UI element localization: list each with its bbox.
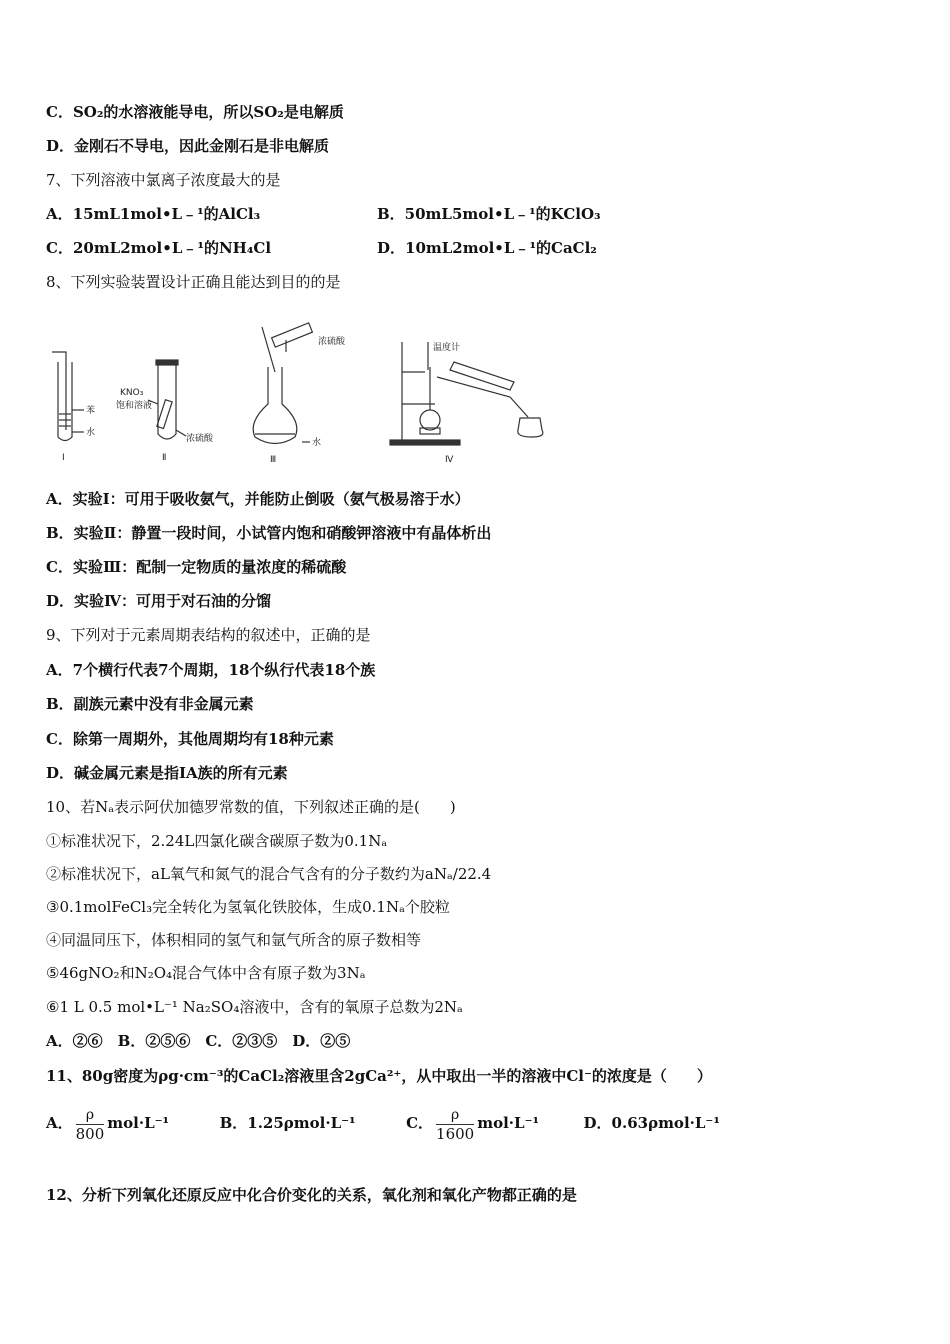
apparatus-i <box>52 352 84 441</box>
apparatus-iv <box>390 342 543 445</box>
q8-option-a: A．实验Ⅰ：可用于吸收氨气，并能防止倒吸（氨气极易溶于水） <box>46 490 470 508</box>
q11-option-d: D．0.63ρmol·L⁻¹ <box>583 1114 720 1132</box>
q11-option-a-numerator: ρ <box>76 1106 105 1125</box>
q6-option-d: D．金刚石不导电，因此金刚石是非电解质 <box>46 137 330 155</box>
q11-option-a-fraction <box>76 1106 105 1143</box>
q10-statement-5: ⑤46gNO₂和N₂O₄混合气体中含有原子数为3Nₐ <box>46 964 366 982</box>
q9-option-b: B．副族元素中没有非金属元素 <box>46 695 254 713</box>
apparatus-ii <box>148 360 186 439</box>
q9-option-c: C．除第一周期外，其他周期均有18种元素 <box>46 730 334 748</box>
q7-stem: 7、下列溶液中氯离子浓度最大的是 <box>46 171 281 189</box>
label-water-1: 水 <box>86 428 96 438</box>
q11-option-c-label: C． <box>406 1114 434 1132</box>
label-benzene: 苯 <box>86 406 96 416</box>
q7-option-d: D．10mL2mol•L﹣¹的CaCl₂ <box>377 239 597 257</box>
q10-statement-2: ②标准状况下，aL氧气和氮气的混合气含有的分子数约为aNₐ/22.4 <box>46 865 492 883</box>
q11-option-b: B．1.25ρmol·L⁻¹ <box>219 1114 356 1132</box>
q11-option-a-denominator: 800 <box>75 1124 105 1143</box>
q11-option-c-unit: mol·L⁻¹ <box>477 1114 540 1132</box>
label-iii: Ⅲ <box>270 455 277 465</box>
label-conc-h2so4-1: 浓硫酸 <box>186 434 214 444</box>
label-iv: Ⅳ <box>445 455 454 465</box>
q12-stem: 12、分析下列氧化还原反应中化合价变化的关系，氧化剂和氧化产物都正确的是 <box>46 1186 577 1204</box>
q11-option-c-numerator: ρ <box>436 1106 474 1125</box>
q9-stem: 9、下列对于元素周期表结构的叙述中，正确的是 <box>46 626 371 644</box>
label-saturated-solution: 饱和溶液 <box>116 401 153 411</box>
q10-statement-6: ⑥1 L 0.5 mol•L⁻¹ Na₂SO₄溶液中，含有的氧原子总数为2Nₐ <box>46 998 463 1016</box>
q11-stem: 11、80g密度为ρg·cm⁻³的CaCl₂溶液里含2gCa²⁺，从中取出一半的溶液中Cl⁻的浓度是（ ） <box>46 1067 712 1085</box>
q11-options <box>46 1104 720 1143</box>
q9-option-a: A．7个横行代表7个周期，18个纵行代表18个族 <box>46 661 376 679</box>
label-water-2: 水 <box>312 438 322 448</box>
q6-option-c: C．SO₂的水溶液能导电，所以SO₂是电解质 <box>46 103 344 121</box>
label-ii: Ⅱ <box>162 453 167 463</box>
label-conc-h2so4-2: 浓硫酸 <box>318 337 346 347</box>
q8-apparatus-figure <box>40 322 560 472</box>
q8-stem: 8、下列实验装置设计正确且能达到目的的是 <box>46 273 341 291</box>
q10-stem: 10、若Nₐ表示阿伏加德罗常数的值，下列叙述正确的是( ) <box>46 798 456 816</box>
q11-option-a-unit: mol·L⁻¹ <box>107 1114 170 1132</box>
label-kno3: KNO₃ <box>120 388 144 398</box>
q11-option-c-fraction <box>436 1106 474 1143</box>
q11-option-a-label: A． <box>46 1114 73 1132</box>
q8-option-d: D．实验Ⅳ：可用于对石油的分馏 <box>46 592 272 610</box>
label-thermometer: 温度计 <box>433 343 461 353</box>
q7-option-a: A．15mL1mol•L﹣¹的AlCl₃ <box>46 205 261 223</box>
q11-option-c-denominator: 1600 <box>436 1124 475 1143</box>
q8-option-c: C．实验Ⅲ：配制一定物质的量浓度的稀硫酸 <box>46 558 347 576</box>
q10-statement-3: ③0.1molFeCl₃完全转化为氢氧化铁胶体，生成0.1Nₐ个胶粒 <box>46 898 450 916</box>
label-i: Ⅰ <box>62 453 65 463</box>
q7-option-c: C．20mL2mol•L﹣¹的NH₄Cl <box>46 239 272 257</box>
q8-option-b: B．实验Ⅱ：静置一段时间，小试管内饱和硝酸钾溶液中有晶体析出 <box>46 524 492 542</box>
apparatus-iii <box>253 323 312 444</box>
q7-option-b: B．50mL5mol•L﹣¹的KClO₃ <box>377 205 601 223</box>
q10-statement-4: ④同温同压下，体积相同的氢气和氩气所含的原子数相等 <box>46 931 422 949</box>
q10-options: A．②⑥ B．②⑤⑥ C．②③⑤ D．②⑤ <box>46 1032 351 1050</box>
q9-option-d: D．碱金属元素是指ⅠA族的所有元素 <box>46 764 288 782</box>
q10-statement-1: ①标准状况下，2.24L四氯化碳含碳原子数为0.1Nₐ <box>46 832 388 850</box>
